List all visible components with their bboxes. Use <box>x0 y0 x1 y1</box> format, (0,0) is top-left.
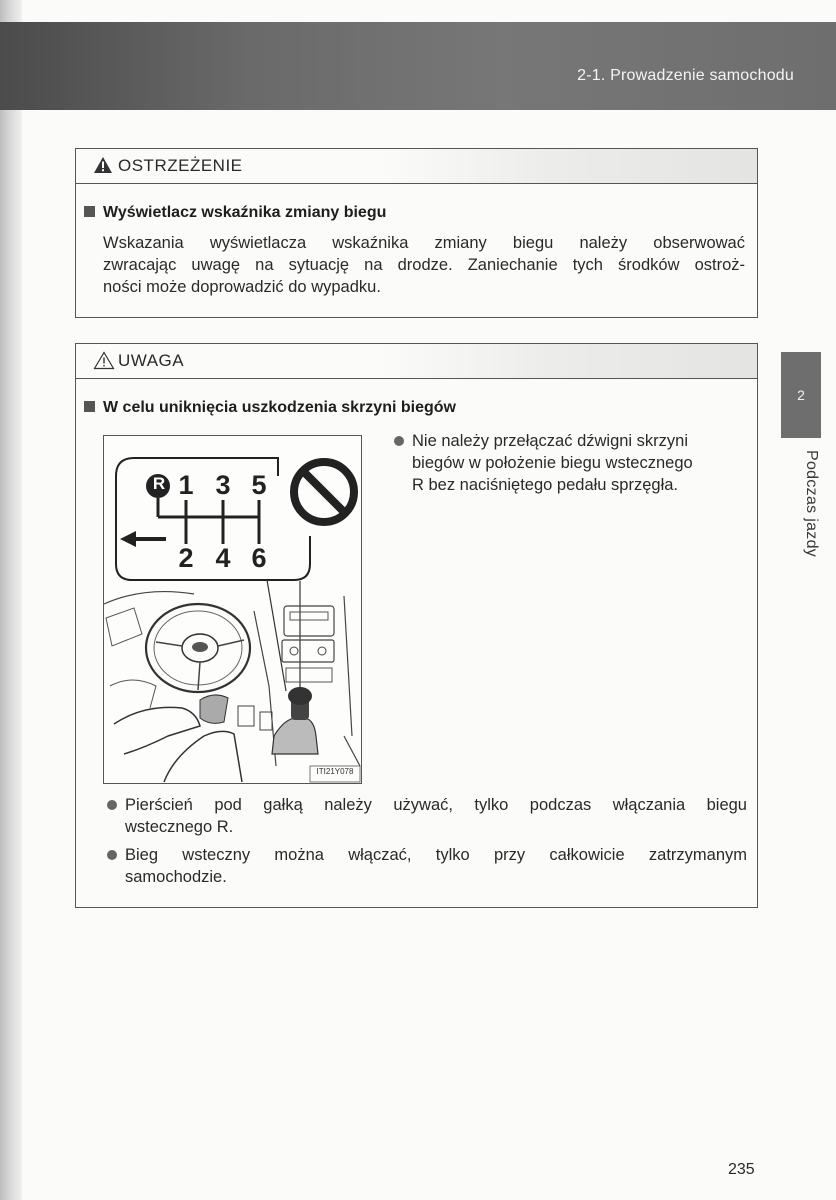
warning-label: OSTRZEŻENIE <box>118 156 243 175</box>
square-bullet-icon <box>84 206 95 217</box>
square-bullet-icon <box>84 401 95 412</box>
header-bar <box>0 22 836 110</box>
caution-section-title: W celu uniknięcia uszkodzenia skrzyni biegów <box>84 399 456 417</box>
illustration-code: ITI21Y078 <box>316 767 354 776</box>
section-title: 2-1. Prowadzenie samochodu <box>577 67 794 84</box>
caution-bullet-ring: Pierścień pod gałką należy używać, tylko podczas włączania biegu wstecznego R. <box>125 796 747 836</box>
chapter-tab <box>781 352 821 438</box>
gear-label-3: 3 <box>215 470 231 500</box>
warning-header <box>76 149 757 184</box>
gear-label-5: 5 <box>251 470 267 500</box>
warning-section-title: Wyświetlacz wskaźnika zmiany biegu <box>84 204 386 222</box>
gear-label-2: 2 <box>178 543 194 573</box>
warning-box <box>75 148 758 318</box>
gear-reverse-label: R <box>152 474 166 493</box>
caution-triangle-icon <box>93 351 115 370</box>
caution-bullet-stop: Bieg wsteczny można włączać, tylko przy całkowicie zatrzymanym samochodzie. <box>125 846 747 886</box>
bullet-dot-icon <box>107 800 117 810</box>
page-binding-shadow <box>0 0 22 1200</box>
gearshift-diagram <box>104 436 361 783</box>
warning-triangle-icon <box>93 156 113 174</box>
caution-header <box>76 344 757 379</box>
caution-side-bullet: Nie należy przełączać dźwigni skrzyni biegów w położenie biegu wstecznego R bez naciśniętego pedału sprzęgła. <box>412 432 693 494</box>
gear-label-1: 1 <box>178 470 194 500</box>
caution-label: UWAGA <box>118 351 185 370</box>
chapter-label: Podczas jazdy <box>803 450 820 558</box>
gear-label-6: 6 <box>251 543 267 573</box>
gearshift-illustration <box>103 435 362 784</box>
gear-label-4: 4 <box>215 543 231 573</box>
warning-text: Wskazania wyświetlacza wskaźnika zmiany biegu należy obserwować zwracając uwagę na sytuację na drodze. Zaniechanie tych środków ostroż- ności może doprowadzić do wypadku. <box>103 234 745 296</box>
chapter-number: 2 <box>797 387 805 403</box>
bullet-dot-icon <box>107 850 117 860</box>
caution-box <box>75 343 758 908</box>
bullet-dot-icon <box>394 436 404 446</box>
page-number: 235 <box>728 1161 755 1178</box>
